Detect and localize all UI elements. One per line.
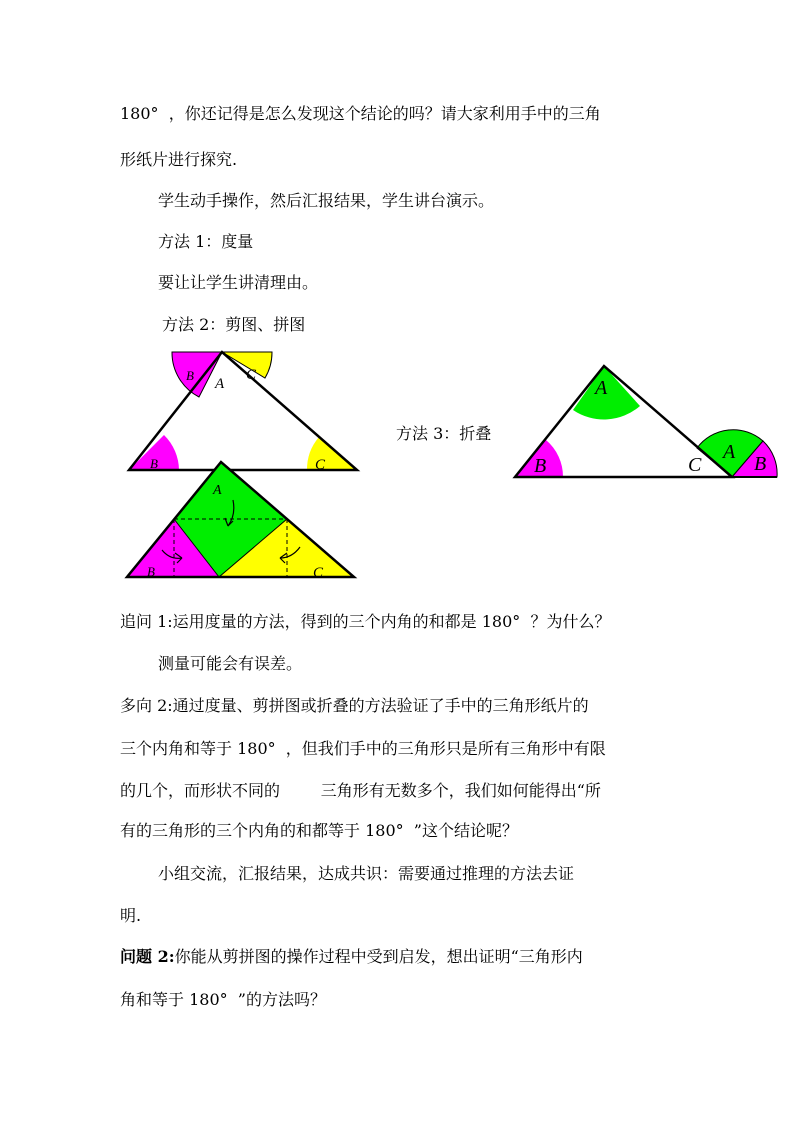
label-B-m3-outside: B xyxy=(754,453,767,475)
label-C-corner: C xyxy=(315,457,326,473)
question-2-line-2: 三个内角和等于 180° ，但我们手中的三角形只是所有三角形中有限 xyxy=(120,739,606,758)
problem-2-text: 你能从剪拼图的操作过程中受到启发，想出证明“三角形内 xyxy=(174,947,583,966)
figure-cut-triangle xyxy=(129,352,357,473)
method-3-heading: 方法 3：折叠 xyxy=(396,424,492,443)
method-2-heading: 方法 2：剪图、拼图 xyxy=(162,315,306,334)
question-2-line-1: 多向 2:通过度量、剪拼图或折叠的方法验证了手中的三角形纸片的 xyxy=(120,696,589,715)
figure-method3-triangle xyxy=(515,366,777,477)
method-1-heading: 方法 1：度量 xyxy=(158,232,254,251)
label-A-m3: A xyxy=(595,377,608,399)
problem-2-label: 问题 2: xyxy=(120,947,175,966)
label-C-m3: C xyxy=(688,454,702,476)
label-A-apex: A xyxy=(215,376,225,392)
problem-2-line-1 xyxy=(120,947,583,967)
question-2-line-4: 有的三角形的三个内角的和都等于 180° ”这个结论呢？ xyxy=(120,821,518,840)
label-C-apex: C xyxy=(246,367,257,383)
paragraph-line-3: 学生动手操作，然后汇报结果，学生讲台演示。 xyxy=(158,191,495,210)
paragraph-line-2: 形纸片进行探究. xyxy=(120,150,238,169)
figure-folded-triangle xyxy=(127,462,354,581)
label-B-corner: B xyxy=(150,456,158,471)
question-1: 追问 1:运用度量的方法，得到的三个内角的和都是 180° ？为什么？ xyxy=(120,612,611,631)
answer-1: 测量可能会有误差。 xyxy=(158,654,303,673)
label-A-m3-outside: A xyxy=(723,441,736,463)
label-C-fold: C xyxy=(313,565,324,581)
label-B-fold: B xyxy=(147,564,155,579)
answer-2-line-2: 明. xyxy=(120,906,142,925)
paragraph-line-5: 要让让学生讲清理由。 xyxy=(158,273,319,292)
problem-2-line-2: 角和等于 180° ”的方法吗？ xyxy=(120,990,326,1009)
question-2-line-3: 的几个，而形状不同的 三角形有无数多个，我们如何能得出“所 xyxy=(120,781,601,800)
label-A-fold: A xyxy=(213,483,222,498)
answer-2-line-1: 小组交流，汇报结果，达成共识：需要通过推理的方法去证 xyxy=(158,864,575,883)
label-B-m3: B xyxy=(534,455,547,477)
paragraph-line-1: 180° ，你还记得是怎么发现这个结论的吗？请大家利用手中的三角 xyxy=(120,104,601,123)
label-B-apex: B xyxy=(186,368,194,383)
